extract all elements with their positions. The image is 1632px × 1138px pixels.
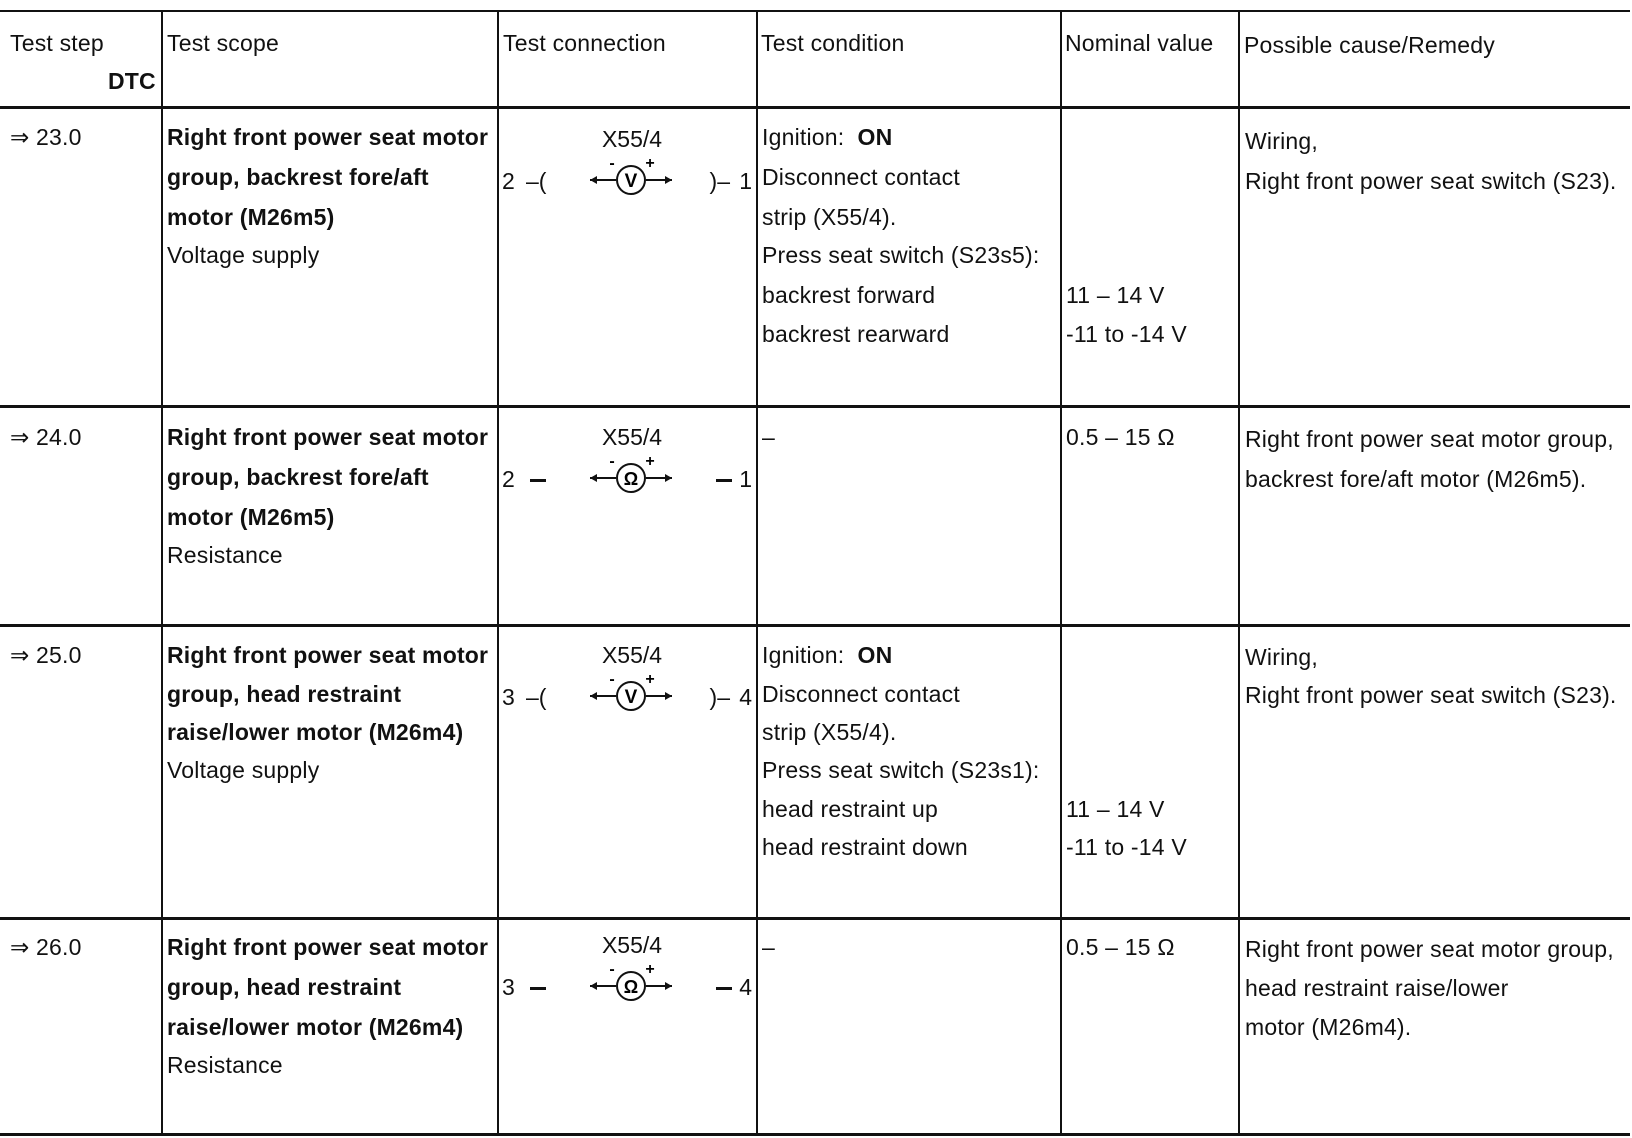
test-scope-title: Right front power seat motor — [167, 124, 489, 150]
pin-left: 2 — [502, 466, 515, 492]
possible-cause: Right front power seat switch (S23). — [1245, 682, 1617, 708]
meter-symbol: V — [624, 171, 638, 192]
socket-left-icon: –( — [526, 168, 547, 194]
col-rule-1 — [161, 10, 163, 1136]
nominal-value: 11 – 14 V — [1066, 796, 1165, 822]
test-scope-title: motor (M26m5) — [167, 504, 335, 530]
pin-right: 4 — [739, 974, 752, 1000]
lead-right-icon — [716, 972, 732, 1002]
test-connection-diagram — [502, 422, 762, 502]
test-scope-type: Resistance — [167, 542, 283, 568]
ignition-label: Ignition: — [762, 642, 845, 668]
test-scope-title: Right front power seat motor — [167, 642, 489, 668]
header-dtc: DTC — [108, 68, 156, 94]
connector-label: X55/4 — [601, 126, 663, 152]
pin-left: 3 — [502, 974, 515, 1000]
header-test-condition: Test condition — [761, 30, 905, 56]
test-condition-line: head restraint up — [762, 796, 939, 822]
test-connection-diagram — [502, 640, 762, 720]
test-scope-title: Right front power seat motor — [167, 934, 489, 960]
test-condition-line: Press seat switch (S23s5): — [762, 242, 1040, 268]
col-rule-5 — [1238, 10, 1240, 1136]
test-step-number: ⇒ 26.0 — [10, 934, 82, 960]
test-condition-line: backrest rearward — [762, 321, 950, 347]
test-condition-line: strip (X55/4). — [762, 719, 897, 745]
test-scope-title: raise/lower motor (M26m4) — [167, 719, 464, 745]
lead-left-icon — [530, 972, 546, 1002]
meter-symbol: Ω — [623, 977, 639, 997]
svg-text:+: + — [645, 671, 655, 688]
test-condition-dash: – — [762, 934, 775, 960]
socket-right-icon: )– — [709, 684, 730, 710]
test-scope-title: group, head restraint — [167, 974, 402, 1000]
nominal-value: 0.5 – 15 Ω — [1066, 934, 1175, 960]
voltmeter-icon — [588, 670, 674, 714]
test-scope-title: group, backrest fore/aft — [167, 464, 429, 490]
header-rule — [0, 106, 1630, 109]
connector-label: X55/4 — [601, 642, 663, 668]
test-step-number: ⇒ 24.0 — [10, 424, 82, 450]
connector-label: X55/4 — [601, 424, 663, 450]
nominal-value: 11 – 14 V — [1066, 282, 1165, 308]
ohmmeter-icon — [588, 452, 674, 496]
svg-text:+: + — [645, 453, 655, 470]
test-condition-ignition — [762, 636, 892, 675]
col-rule-4 — [1060, 10, 1062, 1136]
test-connection-diagram — [502, 930, 762, 1010]
possible-cause: Right front power seat switch (S23). — [1245, 168, 1617, 194]
ignition-label: Ignition: — [762, 124, 845, 150]
test-scope-type: Voltage supply — [167, 757, 320, 783]
svg-text:-: - — [609, 961, 615, 978]
possible-cause: Wiring, — [1245, 644, 1318, 670]
test-condition-line: Disconnect contact — [762, 681, 960, 707]
pin-left: 3 — [502, 684, 515, 710]
test-scope-title: Right front power seat motor — [167, 424, 489, 450]
pin-right: 1 — [739, 168, 752, 194]
nominal-value: -11 to -14 V — [1066, 834, 1187, 860]
test-condition-ignition — [762, 118, 892, 157]
possible-cause: Right front power seat motor group, — [1245, 936, 1614, 962]
svg-text:-: - — [609, 453, 615, 470]
test-condition-line: Disconnect contact — [762, 164, 960, 190]
socket-right-icon: )– — [709, 168, 730, 194]
header-test-step: Test step — [10, 30, 104, 56]
meter-symbol: V — [624, 687, 638, 708]
bottom-rule — [0, 1133, 1630, 1136]
row-rule-2 — [0, 624, 1630, 627]
test-condition-line: backrest forward — [762, 282, 936, 308]
test-scope-title: group, backrest fore/aft — [167, 164, 429, 190]
test-scope-title: group, head restraint — [167, 681, 402, 707]
header-test-scope: Test scope — [167, 30, 279, 56]
meter-symbol: Ω — [623, 469, 639, 489]
socket-left-icon: –( — [526, 684, 547, 710]
test-connection-diagram — [502, 124, 762, 204]
test-condition-line: head restraint down — [762, 834, 968, 860]
pin-right: 4 — [739, 684, 752, 710]
test-scope-title: motor (M26m5) — [167, 204, 335, 230]
test-condition-dash: – — [762, 424, 775, 450]
row-rule-3 — [0, 917, 1630, 920]
lead-left-icon — [530, 464, 546, 494]
test-scope-title: raise/lower motor (M26m4) — [167, 1014, 464, 1040]
test-scope-type: Voltage supply — [167, 242, 320, 268]
possible-cause: head restraint raise/lower — [1245, 975, 1509, 1001]
test-step-number: ⇒ 23.0 — [10, 124, 82, 150]
pin-left: 2 — [502, 168, 515, 194]
svg-text:-: - — [609, 671, 615, 688]
top-rule — [0, 10, 1630, 12]
svg-text:+: + — [645, 155, 655, 172]
col-rule-2 — [497, 10, 499, 1136]
possible-cause: Wiring, — [1245, 128, 1318, 154]
connector-label: X55/4 — [601, 932, 663, 958]
ohmmeter-icon — [588, 960, 674, 1004]
header-possible-cause: Possible cause/Remedy — [1244, 32, 1495, 58]
nominal-value: -11 to -14 V — [1066, 321, 1187, 347]
header-test-connection: Test connection — [503, 30, 666, 56]
header-nominal-value: Nominal value — [1065, 30, 1214, 56]
possible-cause: motor (M26m4). — [1245, 1014, 1412, 1040]
lead-right-icon — [716, 464, 732, 494]
nominal-value: 0.5 – 15 Ω — [1066, 424, 1175, 450]
test-step-number: ⇒ 25.0 — [10, 642, 82, 668]
svg-text:-: - — [609, 155, 615, 172]
test-scope-type: Resistance — [167, 1052, 283, 1078]
test-condition-line: Press seat switch (S23s1): — [762, 757, 1040, 783]
svg-text:+: + — [645, 961, 655, 978]
voltmeter-icon — [588, 154, 674, 198]
possible-cause: Right front power seat motor group, — [1245, 426, 1614, 452]
ignition-value: ON — [857, 124, 893, 150]
ignition-value: ON — [857, 642, 893, 668]
test-condition-line: strip (X55/4). — [762, 204, 897, 230]
possible-cause: backrest fore/aft motor (M26m5). — [1245, 466, 1587, 492]
pin-right: 1 — [739, 466, 752, 492]
row-rule-1 — [0, 405, 1630, 408]
